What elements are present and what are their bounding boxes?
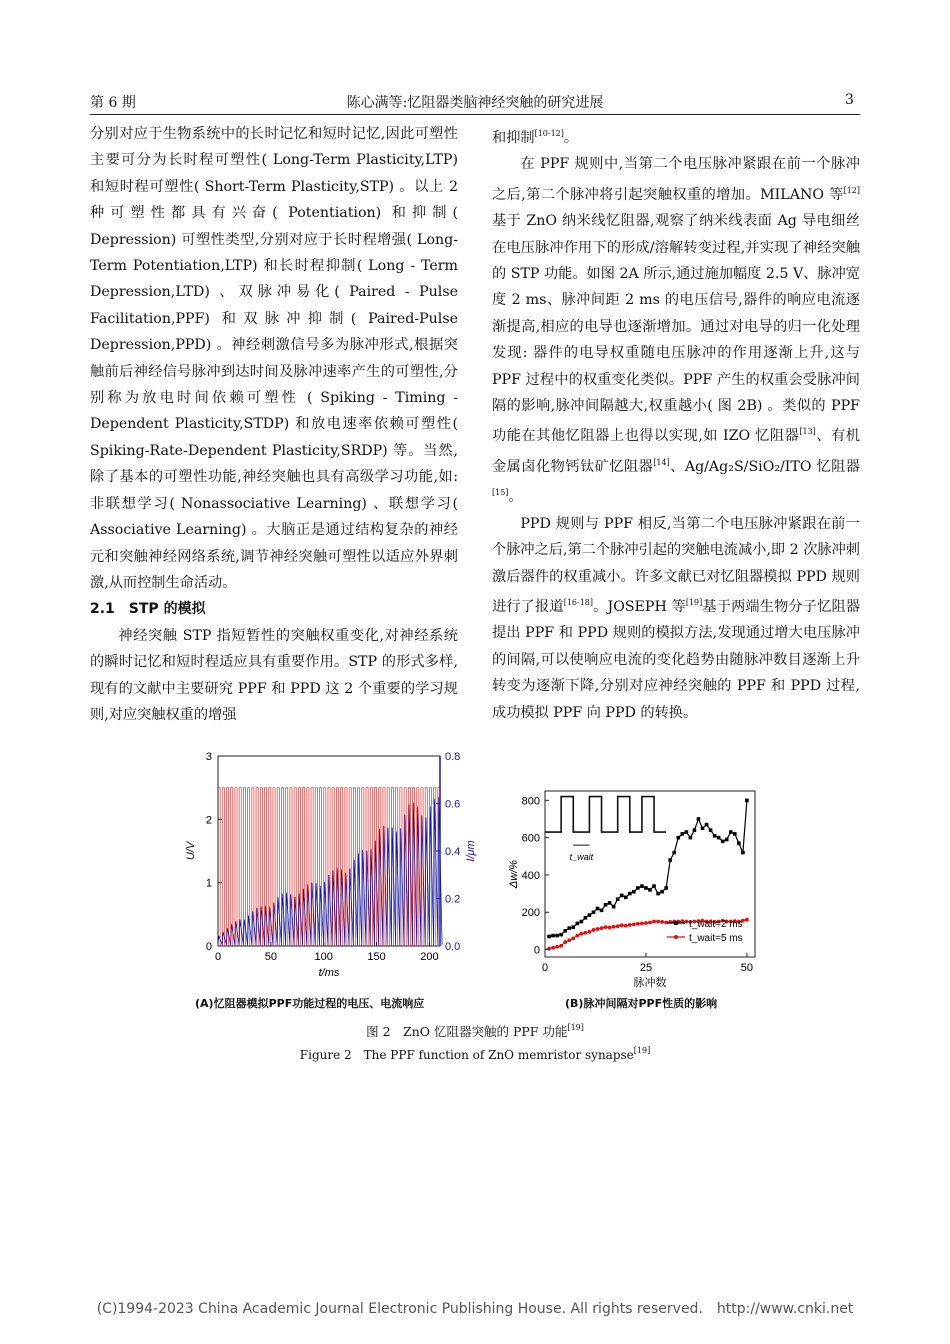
chart-panel-b [505, 785, 770, 990]
data-point [580, 920, 584, 924]
citation: [19] [685, 597, 703, 607]
data-point [721, 840, 725, 844]
data-point [596, 927, 600, 931]
y-tick-label: 200 [521, 907, 540, 920]
text-run: 在 PPF 规则中,当第二个电压脉冲紧跟在前一个脉冲之后,第二个脉冲将引起突触权重的增加。MILANO 等 [492, 156, 860, 203]
data-point [676, 836, 680, 840]
left-column [90, 121, 458, 728]
data-point [555, 934, 559, 938]
data-point [636, 922, 640, 926]
data-point [672, 851, 676, 855]
data-point [567, 938, 571, 942]
data-point [604, 903, 608, 907]
y2-tick-label: 0.6 [445, 798, 461, 811]
voltage-pulse-series [218, 788, 440, 946]
x-tick-label: 200 [420, 951, 439, 963]
data-point [628, 892, 632, 896]
data-point [551, 934, 555, 938]
y-tick-label: 400 [521, 869, 540, 882]
citation: [14] [653, 457, 670, 467]
y-tick-label: 800 [521, 795, 540, 808]
data-point [632, 922, 636, 926]
section-heading-2-1: 2.1 STP 的模拟 [90, 601, 206, 618]
text-run: PPD 规则与 PPF 相反,当第二个电压脉冲紧跟在前一个脉冲之后,第二个脉冲引起的突触电流减小,即 2 次脉冲刺激后器件的权重减小。许多文献已对忆阻器模拟 PPD 规则进行了报道 [492, 515, 860, 615]
data-point [588, 913, 592, 917]
paragraph: 分别对应于生物系统中的长时记忆和短时记忆,因此可塑性主要可分为长时程可塑性( Long-Term Plasticity,LTP) 和短时程可塑性( Short-Term Plasticity,STP) 。以上 2 种可塑性都具有兴奋( Potentiation) 和抑制( Depression) 可塑性类型,分别对应于长时程增强( Long-Term Potentiation,LTP) 和长时程抑制( Long - Term Depression,LTD) 、双脉冲易化( Paired - Pulse Facilitation,PPF) 和双脉冲抑制( Paired-Pulse Depression,PPD) 。神经刺激信号多为脉冲形式,根据突触前后神经信号脉冲到达时间及脉冲速率产生的可塑性,分别称为放电时间依赖可塑性 ( Spiking - Timing - Dependent Plasticity,STDP) 和放电速率依赖可塑性( Spiking-Rate-Dependent Plasticity,SRDP) 等。当然,除了基本的可塑性功能,神经突触也具有高级学习功能,如: 非联想学习( Nonassociative Learning) 、联想学习( Associative Learning) 。大脑正是通过结构复杂的神经元和突触神经网络系统,调节神经突触可塑性以适应外界刺激,从而控制生命活动。 [90, 126, 458, 591]
inset-pulse-waveform [545, 797, 666, 832]
y-tick-label: 0 [205, 941, 212, 953]
data-point [697, 817, 701, 821]
y2-tick-label: 0.0 [445, 941, 461, 953]
data-point [620, 923, 624, 927]
header-rule [90, 114, 860, 115]
x-axis-label: 脉冲数 [633, 977, 667, 989]
data-point [741, 851, 745, 855]
data-point [652, 920, 656, 924]
citation: [16-18] [563, 597, 594, 607]
x-axis-label: t/ms [318, 967, 340, 979]
y2-tick-label: 0.4 [445, 846, 461, 858]
data-point [600, 926, 604, 930]
text-run: 。 [508, 489, 523, 506]
data-point [563, 929, 567, 933]
data-point [745, 799, 749, 803]
caption-text: Figure 2 The PPF function of ZnO memristor synapse [299, 1048, 634, 1062]
data-point [684, 920, 688, 924]
running-header-title: 陈心满等:忆阻器类脑神经突触的研究进展 [346, 95, 604, 111]
figure-caption-en [0, 1046, 950, 1063]
data-point [656, 892, 660, 896]
data-point [563, 940, 567, 944]
data-point [681, 832, 685, 836]
paragraph [492, 121, 860, 151]
data-point [596, 907, 600, 911]
data-point [701, 827, 705, 831]
x-tick-label: 25 [639, 962, 653, 974]
y-tick-label: 3 [205, 751, 212, 763]
data-point [725, 838, 729, 842]
chart-panel-a [180, 748, 490, 993]
text-run: 基于 ZnO 纳米线忆阻器,观察了纳米线表面 Ag 导电细丝在电压脉冲作用下的形成/溶解转变过程,并实现了神经突触的 STP 功能。如图 2A 所示,通过施加幅度 2.5 V、脉冲宽度 2 ms、脉冲间距 2 ms 的电压信号,器件的响应电流逐渐提高,相应的电导也逐渐增加。通过对电导的归一化处理发现: 器件的电导权重随电压脉冲的作用逐渐上升,这与 PPF 过程中的权重变化类似。PPF 产生的权重会受脉冲间隔的影响,脉冲间隔越大,权重越小( 图 2B) 。类似的 PPF 功能在其他忆阻器上也得以实现,如 IZO 忆阻器 [492, 213, 860, 445]
data-point [705, 823, 709, 827]
x-tick-label: 50 [264, 951, 277, 963]
data-point [713, 834, 717, 838]
data-point [583, 931, 587, 935]
citation: [13] [799, 427, 816, 437]
x-tick-label: 0 [214, 951, 222, 963]
data-point [608, 901, 612, 905]
data-point [612, 905, 616, 909]
data-point [648, 921, 652, 925]
paragraph [492, 511, 860, 726]
y2-tick-label: 0.8 [445, 751, 461, 763]
x-tick-label: 50 [740, 962, 754, 974]
data-point [660, 890, 664, 894]
data-point [729, 830, 733, 834]
text-run: 、有机金属卤化物钙钛矿忆阻器 [492, 428, 860, 475]
data-point [644, 886, 648, 890]
y-tick-label: 0 [533, 944, 540, 957]
citation: [19] [567, 1023, 584, 1032]
y-tick-label: 2 [205, 814, 212, 827]
data-point [664, 886, 668, 890]
x-tick-label: 100 [314, 951, 333, 963]
data-point [640, 884, 644, 888]
data-point [733, 832, 737, 836]
text-run: 。JOSEPH 等 [593, 598, 686, 615]
y-tick-label: 600 [521, 832, 540, 845]
data-point [640, 922, 644, 926]
data-point [604, 925, 608, 929]
y-axis-label: Δw/% [508, 859, 520, 889]
paragraph [492, 151, 860, 510]
data-point [571, 936, 575, 940]
data-point [588, 930, 592, 934]
data-point [624, 896, 628, 900]
y-axis-label: U/V [185, 841, 197, 861]
data-point [737, 841, 741, 845]
subfigure-label-b: (B)脉冲间隔对PPF性质的影响 [565, 997, 718, 1010]
data-point [668, 858, 672, 862]
y2-tick-label: 0.2 [445, 893, 461, 906]
data-point [576, 922, 580, 926]
data-point [624, 924, 628, 928]
running-header-issue: 第 6 期 [90, 95, 136, 111]
data-point [656, 920, 660, 924]
data-point [745, 918, 749, 922]
data-point [551, 946, 555, 950]
data-point [608, 926, 612, 930]
data-point [559, 944, 563, 948]
x-tick-label: 150 [367, 951, 386, 963]
data-point [612, 925, 616, 929]
data-point [592, 910, 596, 914]
data-point [579, 932, 583, 936]
data-point [616, 924, 620, 928]
copyright-footer: (C)1994-2023 China Academic Journal Electronic Publishing House. All rights reserved. http://www.cnki.net [96, 1301, 854, 1317]
legend-label: t_wait=5 ms [689, 933, 743, 944]
page-number: 3 [845, 92, 854, 108]
text-run: 、Ag/Ag₂S/SiO₂/ITO 忆阻器 [669, 458, 860, 475]
data-point [592, 928, 596, 932]
figure-caption-cn [0, 1022, 950, 1040]
data-point [693, 828, 697, 832]
data-point [571, 925, 575, 929]
citation: [12] [843, 185, 860, 195]
plot-frame [218, 756, 440, 946]
text-run: 。 [563, 130, 579, 146]
data-point [709, 828, 713, 832]
data-point [648, 888, 652, 892]
caption-text: 图 2 ZnO 忆阻器突触的 PPF 功能 [366, 1024, 568, 1039]
data-point [644, 921, 648, 925]
subfigure-label-a: (A)忆阻器模拟PPF功能过程的电压、电流响应 [195, 997, 425, 1010]
y-tick-label: 1 [205, 877, 212, 890]
data-point [600, 909, 604, 913]
right-column [492, 121, 860, 726]
series-line [549, 800, 747, 936]
data-point [575, 934, 579, 938]
citation: [10-12] [534, 129, 564, 138]
y2-axis-label: I/μm [465, 840, 477, 862]
data-point [567, 926, 571, 930]
data-point [628, 923, 632, 927]
data-point [584, 916, 588, 920]
legend-label: t_wait=2 ms [689, 919, 743, 930]
inset-label: t_wait [569, 852, 594, 863]
paragraph: 神经突触 STP 指短暂性的突触权重变化,对神经系统的瞬时记忆和短时程适应具有重要作用。STP 的形式多样,现有的文献中主要研究 PPF 和 PPD 这 2 个重要的学习规则,对应突触权重的增强 [90, 627, 458, 723]
text-run: 和抑制 [492, 130, 535, 146]
data-point [616, 897, 620, 901]
data-point [660, 920, 664, 924]
x-tick-label: 0 [541, 962, 549, 974]
data-point [717, 836, 721, 840]
legend-marker [674, 921, 678, 925]
data-point [620, 894, 624, 898]
legend-marker [674, 935, 678, 939]
data-point [689, 836, 693, 840]
citation: [19] [633, 1046, 651, 1055]
data-point [636, 886, 640, 890]
citation: [15] [492, 488, 509, 498]
data-point [555, 945, 559, 949]
data-point [559, 933, 563, 937]
data-point [547, 935, 551, 939]
data-point [685, 830, 689, 834]
data-point [652, 884, 656, 888]
text-run: 基于两端生物分子忆阻器提出 PPF 和 PPD 规则的模拟方法,发现通过增大电压脉冲的间隔,可以使响应电流的变化趋势由随脉冲数目逐渐上升转变为逐渐下降,分别对应神经突触的 PPF 和 PPD 过程,成功模拟 PPF 向 PPD 的转换。 [492, 598, 860, 721]
data-point [632, 890, 636, 894]
